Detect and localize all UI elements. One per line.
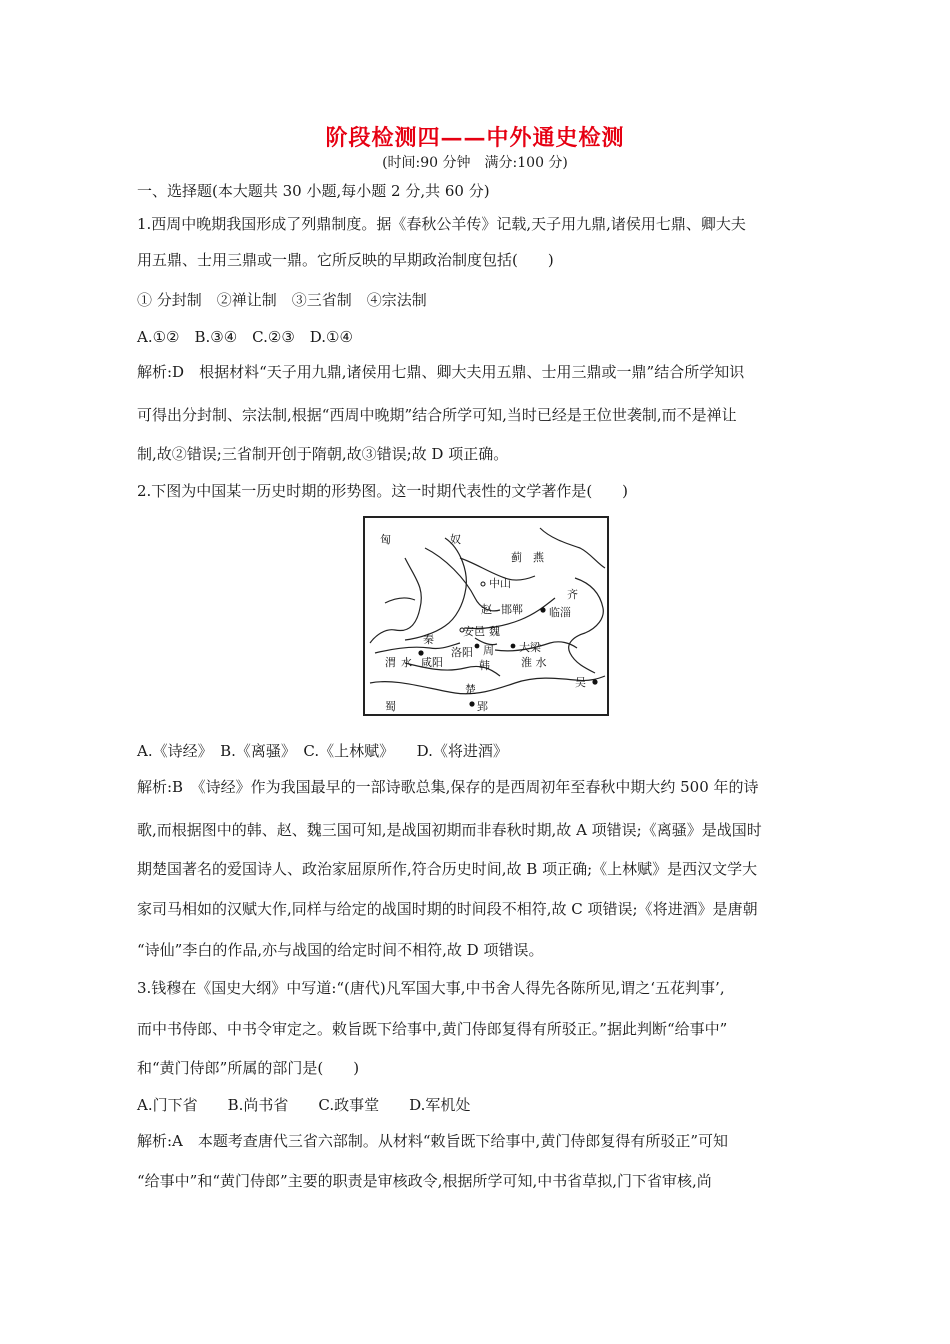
q1-analysis-line3: 制,故②错误;三省制开创于隋朝,故③错误;故 D 项正确。 <box>137 445 509 463</box>
q1-analysis-line2: 可得出分封制、宗法制,根据“西周中晚期”结合所学可知,当时已经是王位世袭制,而不是禅让 <box>137 406 737 424</box>
q1-analysis-line1: 解析:D 根据材料“天子用九鼎,诸侯用七鼎、卿大夫用五鼎、士用三鼎或一鼎”结合所学知识 <box>137 363 745 381</box>
border-west <box>385 598 415 603</box>
city-dot-daliang <box>511 644 516 649</box>
q3-stem-line2: 而中书侍郎、中书令审定之。敕旨既下给事中,黄门侍郎复得有所驳正。”据此判断“给事中” <box>137 1020 728 1038</box>
q1-options: A.①② B.③④ C.②③ D.①④ <box>137 328 353 346</box>
label-handan: 邯郸 <box>501 603 523 616</box>
label-huaishui: 淮 水 <box>521 656 547 669</box>
q3-stem-line1: 3.钱穆在《国史大纲》中写道:“(唐代)凡军国大事,中书舍人得先各陈所见,谓之‘五花判事’, <box>137 979 725 997</box>
label-luoyang: 洛阳 <box>451 646 473 659</box>
city-dot-luoyang <box>475 644 480 649</box>
q2-analysis-line3: 期楚国著名的爱国诗人、政治家屈原所作,符合历史时间,故 B 项正确;《上林赋》是西汉文学大 <box>137 860 758 878</box>
label-chu: 楚 <box>465 683 476 696</box>
label-ji: 蓟 <box>511 551 522 564</box>
q2-analysis-line4: 家司马相如的汉赋大作,同样与给定的战国时期的时间段不相符,故 C 项错误;《将进酒》是唐朝 <box>137 900 758 918</box>
q2-analysis-line2: 歌,而根据图中的韩、赵、魏三国可知,是战国初期而非春秋时期,故 A 项错误;《离骚》是战国时 <box>137 821 762 839</box>
yellow-river-path <box>370 558 421 643</box>
q2-stem: 2.下图为中国某一历史时期的形势图。这一时期代表性的文学著作是( ) <box>137 482 629 500</box>
label-qin: 秦 <box>423 633 434 646</box>
q3-analysis-line1: 解析:A 本题考查唐代三省六部制。从材料“敕旨既下给事中,黄门侍郎复得有所驳正”可知 <box>137 1132 728 1150</box>
q2-analysis-line1: 解析:B 《诗经》作为我国最早的一部诗歌总集,保存的是西周初年至春秋中期大约 500 年的诗 <box>137 778 759 796</box>
city-dot-handan <box>540 607 545 612</box>
label-yan: 燕 <box>533 551 544 564</box>
wei-river <box>375 643 460 653</box>
q3-stem-line3: 和“黄门侍郎”所属的部门是( ) <box>137 1059 360 1077</box>
label-xiongnu-2: 奴 <box>450 533 461 546</box>
label-shu: 蜀 <box>385 700 396 713</box>
city-dot-zhongshan <box>481 582 485 586</box>
label-daliang: 大梁 <box>519 641 541 654</box>
label-zhou: 周 <box>483 644 494 657</box>
label-wei: 魏 <box>489 625 500 638</box>
label-ying: 郢 <box>477 700 488 713</box>
q2-analysis-line5: “诗仙”李白的作品,亦与战国的给定时间不相符,故 D 项错误。 <box>137 941 544 959</box>
city-dot-ying <box>469 701 474 706</box>
q3-options: A.门下省 B.尚书省 C.政事堂 D.军机处 <box>137 1096 471 1114</box>
border-east <box>540 528 605 568</box>
section-heading: 一、选择题(本大题共 30 小题,每小题 2 分,共 60 分) <box>137 182 490 200</box>
label-zhao: 赵 <box>481 603 492 616</box>
label-weishui-1: 渭 <box>385 656 396 669</box>
yangtze-river <box>370 676 605 694</box>
label-xianyang: 咸阳 <box>421 656 443 669</box>
label-anyi: 安邑 <box>463 625 485 638</box>
city-dot-xianyang <box>418 650 423 655</box>
label-qi: 齐 <box>567 588 578 601</box>
q1-stem-line2: 用五鼎、士用三鼎或一鼎。它所反映的早期政治制度包括( ) <box>137 251 554 269</box>
q1-stem-line1: 1.西周中晚期我国形成了列鼎制度。据《春秋公羊传》记载,天子用九鼎,诸侯用七鼎、卿大夫 <box>137 215 746 233</box>
label-weishui-2: 水 <box>401 656 412 669</box>
city-dot-wu <box>592 679 597 684</box>
q2-options: A.《诗经》 B.《离骚》 C.《上林赋》 D.《将进酒》 <box>137 742 508 760</box>
label-zhongshan: 中山 <box>489 577 511 590</box>
q1-items: ① 分封制 ②禅让制 ③三省制 ④宗法制 <box>137 291 427 309</box>
warring-states-map <box>363 516 609 716</box>
label-wu: 吴 <box>575 676 586 689</box>
exam-subtitle: (时间:90 分钟 满分:100 分) <box>382 155 568 171</box>
page-title: 阶段检测四——中外通史检测 <box>325 125 625 151</box>
river-upper <box>405 538 466 640</box>
label-han: 韩 <box>479 659 490 672</box>
label-linzi: 临淄 <box>549 606 571 619</box>
q3-analysis-line2: “给事中”和“黄门侍郎”主要的职责是审核政令,根据所学可知,中书省草拟,门下省审核,尚 <box>137 1172 712 1190</box>
label-xiongnu-1: 匈 <box>380 533 391 546</box>
